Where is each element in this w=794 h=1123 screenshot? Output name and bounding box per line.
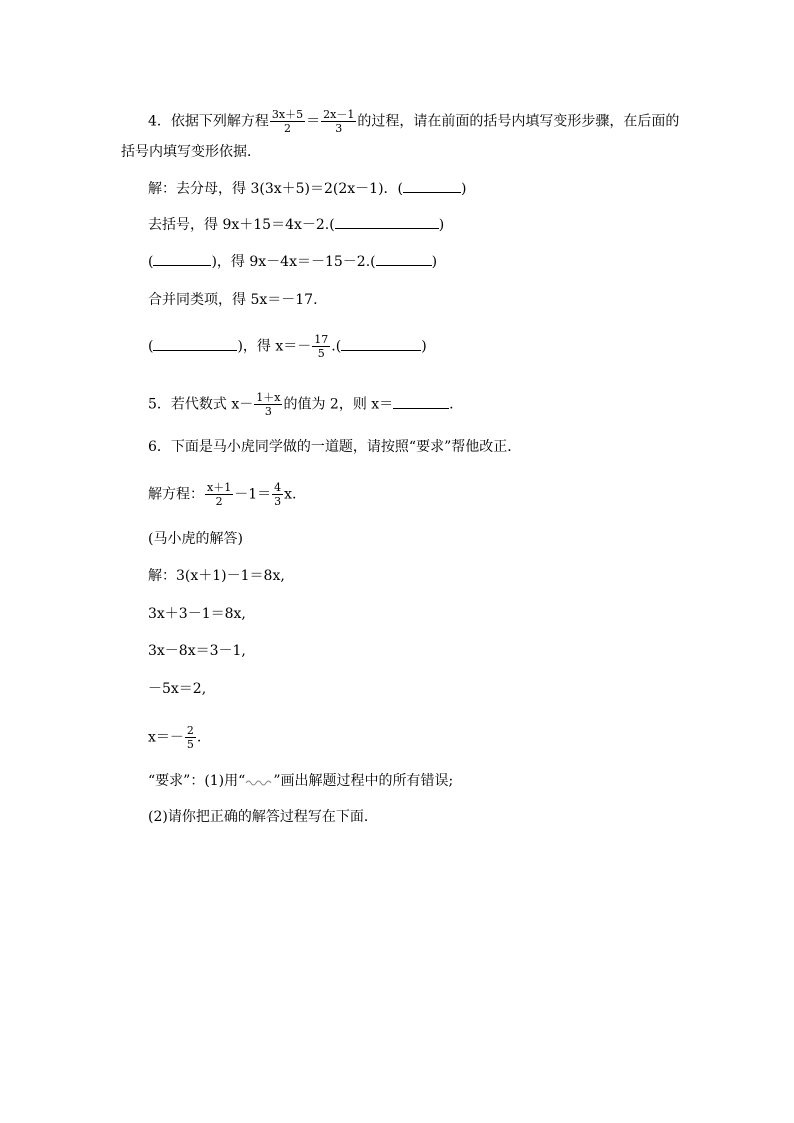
q4-step2 (148, 216, 444, 234)
q5-end: . (449, 396, 454, 413)
q5-fraction (254, 391, 282, 418)
q4-step5-blank-a[interactable] (153, 338, 237, 351)
q4-step5-frac-den: 5 (317, 347, 325, 360)
q4-step3-close: ) (431, 254, 438, 270)
q6-req1-a: “要求”：(1)用“ (148, 773, 246, 789)
q6-step: 3x＋3－1＝8x, (148, 606, 246, 622)
q4-step5-close: ) (421, 338, 427, 355)
q6-eq-label: 解方程： (148, 486, 204, 503)
q6-last-fraction (185, 724, 196, 751)
q4-step5-blank-b[interactable] (341, 338, 421, 351)
q5-text2: 的值为 2，则 x＝ (283, 396, 394, 413)
q6-fraction-right (272, 481, 283, 508)
q6-step: 3x－8x＝3－1, (148, 643, 246, 659)
q4-header (148, 108, 679, 135)
q6-equation (148, 481, 296, 508)
q4-step2-text: 去括号，得 9x＋15＝4x－2.( (148, 217, 335, 233)
q4-step4: 合并同类项，得 5x＝－17. (148, 292, 318, 308)
q4-step5-mid: )，得 x＝－ (237, 338, 312, 355)
q6-requirement-1 (148, 772, 453, 790)
q4-step5-after: .( (331, 338, 342, 355)
q6-req1-b: ”画出解题过程中的所有错误; (273, 773, 454, 789)
q6-frac1-den: 2 (215, 495, 223, 508)
q6-eq-mid: －1＝ (234, 486, 272, 503)
q5-frac-den: 3 (264, 405, 272, 418)
q4-step3-blank-b[interactable] (376, 253, 432, 266)
q4-frac2-den: 3 (335, 122, 343, 135)
q4-step5-fraction (312, 333, 330, 360)
q6-requirement-2: (2)请你把正确的解答过程写在下面． (148, 809, 378, 825)
q6-subtitle: (马小虎的解答) (148, 531, 243, 547)
q4-frac1-num: 3x＋5 (271, 108, 304, 121)
q4-frac1-den: 2 (284, 122, 292, 135)
q4-prefix: 依据下列解方程 (170, 113, 269, 130)
q6-last-pre: x＝－ (148, 729, 184, 746)
q4-step3 (148, 253, 437, 271)
q5-frac-num: 1＋x (256, 391, 281, 404)
q4-equals: ＝ (306, 113, 321, 130)
q4-step5 (148, 333, 427, 360)
q6-fraction-left (205, 481, 233, 508)
q4-step1-blank[interactable] (403, 180, 461, 193)
q4-step3-mid: )，得 9x－4x＝－15－2.( (211, 254, 376, 270)
q6-step-last (148, 724, 201, 751)
q4-step1-close: ) (461, 181, 467, 197)
q6-last-frac-den: 5 (186, 738, 194, 751)
q5-text1: 5．若代数式 x－ (148, 396, 254, 413)
q4-suffix: 的过程，请在前面的括号内填写变形步骤，在后面的 (357, 113, 680, 130)
q6-step: 解：3(x＋1)－1＝8x, (148, 568, 285, 584)
q6-eq-end: x. (284, 486, 297, 503)
q4-step5-frac-num: 17 (314, 333, 329, 346)
q4-step1 (148, 180, 466, 198)
q6-frac2-num: 4 (274, 481, 282, 494)
q6-last-end: . (196, 729, 202, 746)
q4-fraction-left (270, 108, 305, 135)
q6-title: 6．下面是马小虎同学做的一道题，请按照“要求”帮他改正． (148, 439, 522, 455)
q6-frac2-den: 3 (274, 495, 282, 508)
q4-step5-open: ( (148, 338, 154, 355)
wavy-underline-icon (245, 776, 273, 786)
q4-step3-open: ( (148, 254, 154, 270)
q6-step: －5x＝2, (148, 681, 207, 697)
q4-step2-close: ) (438, 217, 445, 233)
q4-step3-blank-a[interactable] (153, 253, 211, 266)
q6-frac1-num: x＋1 (207, 481, 232, 494)
q5-line (148, 391, 454, 418)
q6-last-frac-num: 2 (186, 724, 194, 737)
q4-frac2-num: 2x－1 (323, 108, 355, 121)
q4-step1-text: 解：去分母，得 3(3x＋5)＝2(2x－1)．( (148, 181, 403, 197)
q4-line2: 括号内填写变形依据． (121, 144, 261, 160)
q5-blank[interactable] (393, 396, 449, 409)
q4-step2-blank[interactable] (335, 216, 439, 229)
q4-number: 4． (148, 113, 171, 130)
q4-fraction-right (321, 108, 356, 135)
